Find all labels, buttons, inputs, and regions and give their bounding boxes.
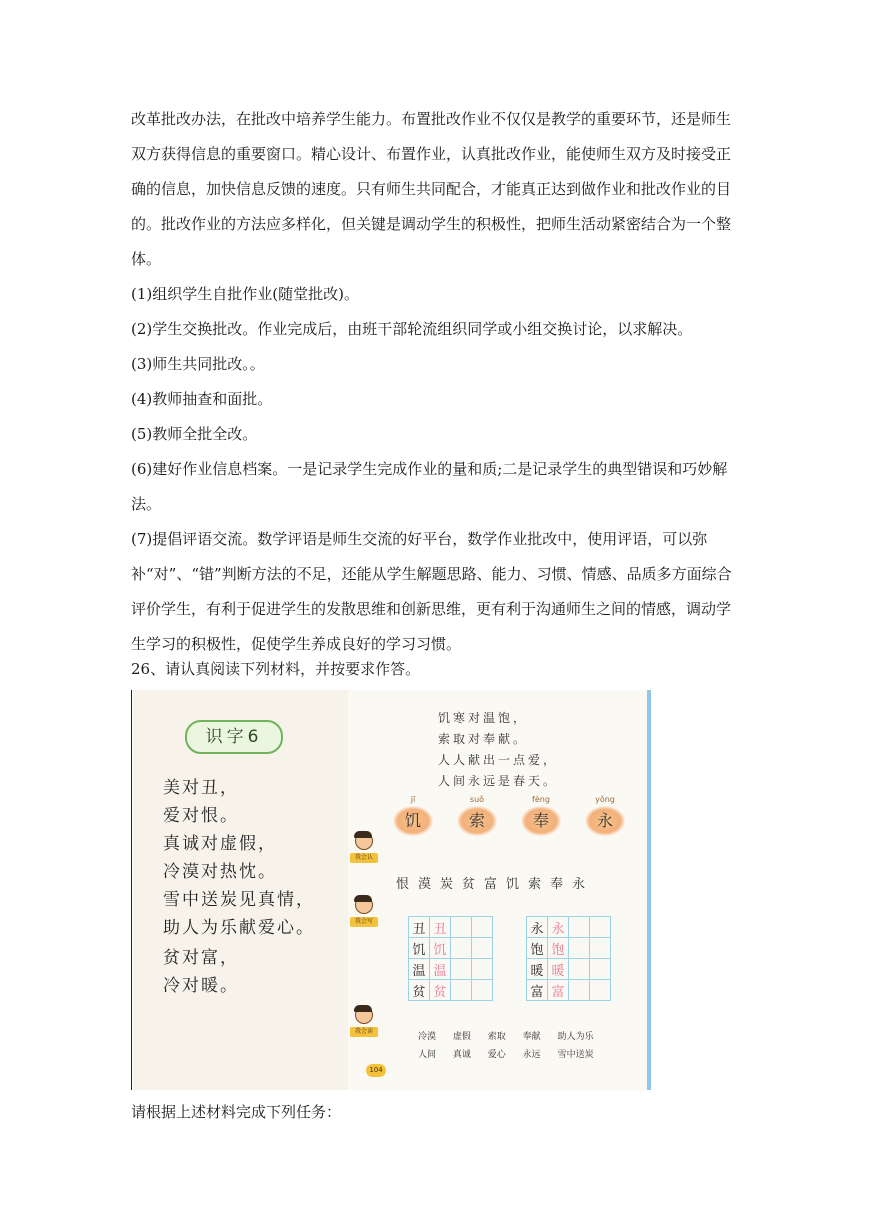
list-item: (5)教师全批全改。	[131, 425, 258, 443]
poem-line: 真诚对虚假，	[163, 834, 277, 854]
method-list	[131, 277, 743, 662]
char-tile	[518, 794, 564, 842]
poem-stanza-1	[163, 774, 315, 942]
poem-line: 爱对恨。	[163, 806, 239, 826]
phrase: 爱心	[487, 1050, 506, 1060]
list-item: (3)师生共同批改。。	[131, 355, 265, 373]
poem-stanza-2	[163, 944, 239, 1000]
tile-pinyin: jī	[410, 795, 416, 804]
list-item: (4)教师抽查和面批。	[131, 390, 273, 408]
question-heading: 26、请认真阅读下列材料，并按要求作答。	[131, 660, 421, 678]
grid-char-trace: 贫	[430, 980, 451, 1001]
grid-char: 贫	[409, 980, 430, 1001]
phrase: 永远	[522, 1050, 541, 1060]
write-label: 我会写	[350, 917, 378, 927]
pinyin-tiles	[390, 794, 640, 842]
quote-verse	[438, 708, 558, 792]
grid-char: 永	[527, 917, 548, 938]
task-prompt: 请根据上述材料完成下列任务：	[131, 1103, 342, 1121]
grid-char: 富	[527, 980, 548, 1001]
poem-line: 美对丑，	[163, 778, 239, 798]
quote-line: 人人献出一点爱，	[438, 753, 559, 767]
quote-line: 人间永远是春天。	[438, 774, 559, 788]
grid-char-trace: 暖	[548, 959, 569, 980]
lesson-title: 识字6	[185, 720, 283, 754]
grid-char-trace: 丑	[430, 917, 451, 938]
grid-char: 温	[409, 959, 430, 980]
phrase: 索取	[487, 1032, 506, 1042]
phrase-list	[418, 1028, 608, 1064]
list-item: (2)学生交换批改。作业完成后，由班干部轮流组织同学或小组交换讨论，以求解决。	[131, 320, 693, 338]
grid-char-trace: 饥	[430, 938, 451, 959]
phrase: 人间	[418, 1050, 437, 1060]
quote-line: 索取对奉献。	[438, 732, 529, 746]
phrase-row	[418, 1046, 608, 1064]
phrase: 雪中送炭	[557, 1050, 594, 1060]
poem-line: 冷漠对热忱。	[163, 862, 277, 882]
poem-line: 冷对暖。	[163, 976, 239, 996]
figure-left-border	[131, 690, 132, 1090]
grid-char-trace: 富	[548, 980, 569, 1001]
phrase-row	[418, 1028, 608, 1046]
tile-char: 奉	[521, 806, 561, 836]
list-item: (6)建好作业信息档案。一是记录学生完成作业的量和质;二是记录学生的典型错误和巧妙解法。	[131, 460, 728, 513]
grid-char: 暖	[527, 959, 548, 980]
read-label: 我会读	[350, 1027, 378, 1037]
intro-section	[131, 102, 743, 277]
char-tile	[582, 794, 628, 842]
tile-char: 饥	[393, 806, 433, 836]
tile-char: 永	[585, 806, 625, 836]
grid-char: 饥	[409, 938, 430, 959]
char-tile	[454, 794, 500, 842]
grid-char-trace: 温	[430, 959, 451, 980]
tile-pinyin: suǒ	[469, 795, 485, 804]
list-item: (7)提倡评语交流。数学评语是师生交流的好平台，数学作业批改中，使用评语，可以弥补“对”、“错”判断方法的不足，还能从学生解题思路、能力、习惯、情感、品质多方面综合评价学生，有利于促进学生的发散思维和创新思维，更有利于沟通师生之间的情感，调动学生学习的积极性，促使学生养成良好的学习习惯。	[131, 530, 732, 653]
phrase: 冷漠	[418, 1032, 437, 1042]
figure-page-number: 104	[366, 1064, 386, 1077]
writing-grid-left	[408, 916, 493, 1001]
poem-line: 雪中送炭见真情，	[163, 890, 315, 910]
char-tile	[390, 794, 436, 842]
phrase: 助人为乐	[557, 1032, 594, 1042]
writing-grid-right	[526, 916, 611, 1001]
poem-line: 助人为乐献爱心。	[163, 918, 315, 938]
grid-char: 饱	[527, 938, 548, 959]
phrase: 虚假	[452, 1032, 471, 1042]
figure-left-panel	[133, 690, 348, 1090]
grid-char-trace: 饱	[548, 938, 569, 959]
textbook-figure	[131, 690, 651, 1090]
intro-paragraph: 改革批改办法，在批改中培养学生能力。布置批改作业不仅仅是教学的重要环节，还是师生双方获得信息的重要窗口。精心设计、布置作业，认真批改作业，能使师生双方及时接受正确的信息，加快信息反馈的速度。只有师生共同配合，才能真正达到做作业和批改作业的目的。批改作业的方法应多样化，但关键是调动学生的积极性，把师生活动紧密结合为一个整体。	[131, 110, 732, 268]
grid-char-trace: 永	[548, 917, 569, 938]
figure-right-panel	[348, 690, 647, 1090]
poem-line: 贫对富，	[163, 948, 239, 968]
recognize-label: 我会认	[350, 853, 378, 863]
tile-pinyin: yǒng	[595, 795, 615, 804]
tile-pinyin: fèng	[532, 795, 550, 804]
figure-right-border	[647, 690, 651, 1090]
tile-char: 索	[457, 806, 497, 836]
grid-char: 丑	[409, 917, 430, 938]
recognize-characters: 恨漠炭贫富饥索奉永	[396, 877, 595, 892]
list-item: (1)组织学生自批作业(随堂批改)。	[131, 285, 359, 303]
phrase: 奉献	[522, 1032, 541, 1042]
quote-line: 饥寒对温饱，	[438, 711, 529, 725]
phrase: 真诚	[452, 1050, 471, 1060]
